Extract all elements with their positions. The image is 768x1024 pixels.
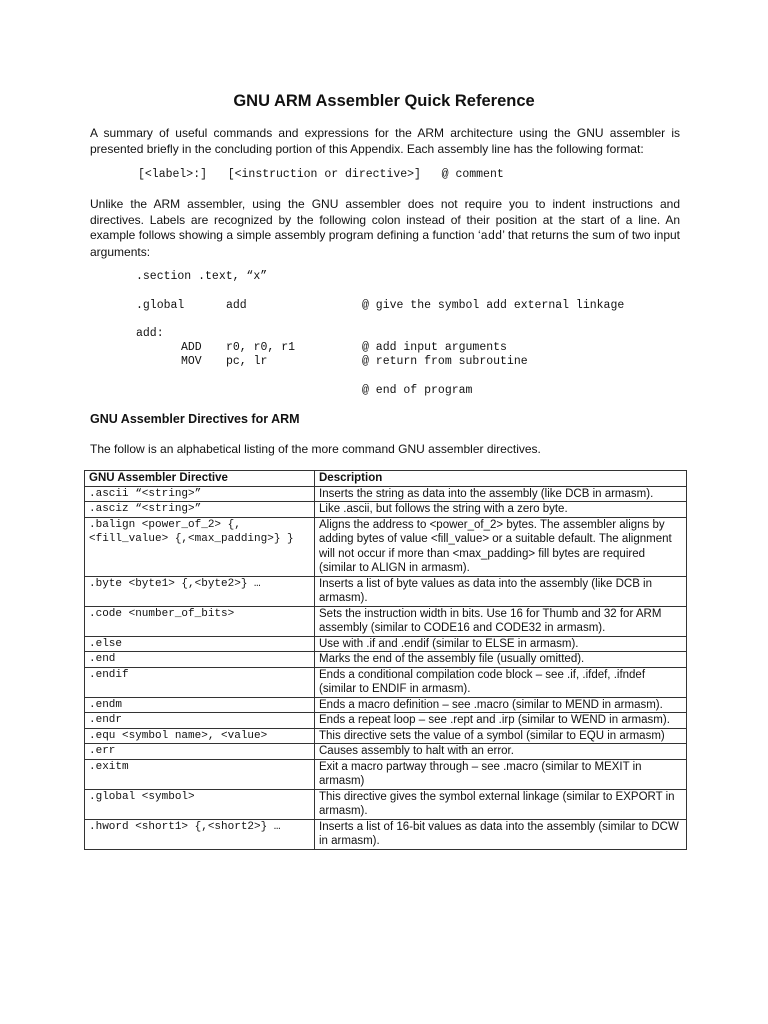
code-operand-add: add — [226, 299, 247, 312]
description-cell: Like .ascii, but follows the string with a zero byte. — [315, 502, 687, 518]
table-header-directive: GNU Assembler Directive — [85, 471, 315, 487]
code-operands-mov: pc, lr — [226, 355, 268, 368]
code-comment-return: @ return from subroutine — [362, 355, 528, 368]
code-comment-add: @ add input arguments — [362, 341, 507, 354]
table-row — [85, 697, 687, 713]
code-comment-end: @ end of program — [362, 384, 473, 397]
table-row — [85, 759, 687, 789]
description-cell: Inserts a list of byte values as data into the assembly (like DCB in armasm). — [315, 576, 687, 606]
table-row — [85, 728, 687, 744]
table-row — [85, 667, 687, 697]
directive-cell: .endr — [85, 713, 315, 729]
description-cell: Ends a macro definition – see .macro (similar to MEND in armasm). — [315, 697, 687, 713]
table-row — [85, 652, 687, 668]
directive-cell: .hword <short1> {,<short2>} … — [85, 819, 315, 849]
code-comment-linkage: @ give the symbol add external linkage — [362, 299, 625, 312]
example-paragraph-text-a: Unlike the ARM assembler, using the GNU assembler does not require you to indent instructions and directives. Labels are recognized by the following colon instead of their position at the start of a line. An example follows showing a simple assembly program defining a function ‘ — [90, 197, 680, 242]
directive-cell: .byte <byte1> {,<byte2>} … — [85, 576, 315, 606]
code-directive-global: .global — [136, 299, 185, 312]
format-line: [<label>:] [<instruction or directive>] @ comment — [138, 168, 504, 181]
table-row — [85, 819, 687, 849]
directive-cell: .equ <symbol name>, <value> — [85, 728, 315, 744]
description-cell: Marks the end of the assembly file (usually omitted). — [315, 652, 687, 668]
directive-cell: .err — [85, 744, 315, 760]
description-cell: Inserts a list of 16-bit values as data into the assembly (similar to DCW in armasm). — [315, 819, 687, 849]
description-cell: Inserts the string as data into the assembly (like DCB in armasm). — [315, 486, 687, 502]
table-row — [85, 502, 687, 518]
description-cell: Ends a repeat loop – see .rept and .irp (similar to WEND in armasm). — [315, 713, 687, 729]
code-instr-add: ADD — [181, 341, 202, 354]
table-row — [85, 486, 687, 502]
table-header-row — [85, 471, 687, 487]
table-row — [85, 576, 687, 606]
directive-cell: .code <number_of_bits> — [85, 606, 315, 636]
intro-paragraph: A summary of useful commands and expressions for the ARM architecture using the GNU assembler is presented briefly in the concluding portion of this Appendix. Each assembly line has the following format: — [90, 126, 680, 156]
table-row — [85, 517, 687, 576]
directive-cell: .end — [85, 652, 315, 668]
directive-cell: .balign <power_of_2> {,<fill_value> {,<max_padding>} } — [85, 517, 315, 576]
description-cell: Use with .if and .endif (similar to ELSE in armasm). — [315, 636, 687, 652]
directive-cell: .endif — [85, 667, 315, 697]
example-paragraph-text-b: ’ that returns the sum of two input arguments: — [90, 228, 680, 259]
example-paragraph — [90, 197, 680, 260]
table-body — [85, 486, 687, 849]
page-title: GNU ARM Assembler Quick Reference — [233, 92, 535, 110]
description-cell: This directive sets the value of a symbol (similar to EQU in armasm) — [315, 728, 687, 744]
description-cell: Aligns the address to <power_of_2> bytes. The assembler aligns by adding bytes of value <fill_value> or a suitable default. The alignment will not occur if more than <max_padding> fill bytes are required (similar to ALIGN in armasm). — [315, 517, 687, 576]
description-cell: Ends a conditional compilation code block – see .if, .ifdef, .ifndef (similar to ENDIF in armasm). — [315, 667, 687, 697]
table-row — [85, 789, 687, 819]
description-cell: Causes assembly to halt with an error. — [315, 744, 687, 760]
directive-cell: .global <symbol> — [85, 789, 315, 819]
code-label-add: add: — [136, 327, 164, 340]
code-operands-add: r0, r0, r1 — [226, 341, 296, 354]
section-heading: GNU Assembler Directives for ARM — [90, 412, 300, 426]
table-row — [85, 636, 687, 652]
directives-table — [84, 470, 687, 850]
description-cell: Exit a macro partway through – see .macro (similar to MEXIT in armasm) — [315, 759, 687, 789]
table-row — [85, 713, 687, 729]
directive-cell: .exitm — [85, 759, 315, 789]
description-cell: This directive gives the symbol external linkage (similar to EXPORT in armasm). — [315, 789, 687, 819]
section-intro: The follow is an alphabetical listing of the more command GNU assembler directives. — [90, 442, 541, 456]
code-line-section: .section .text, “x” — [136, 270, 268, 283]
description-cell: Sets the instruction width in bits. Use 16 for Thumb and 32 for ARM assembly (similar to CODE16 and CODE32 in armasm). — [315, 606, 687, 636]
code-instr-mov: MOV — [181, 355, 202, 368]
table-row — [85, 606, 687, 636]
table-header-description: Description — [315, 471, 687, 487]
directive-cell: .else — [85, 636, 315, 652]
table-row — [85, 744, 687, 760]
directive-cell: .endm — [85, 697, 315, 713]
directive-cell: .asciz “<string>” — [85, 502, 315, 518]
inline-code-add: add — [480, 229, 503, 243]
directive-cell: .ascii “<string>” — [85, 486, 315, 502]
